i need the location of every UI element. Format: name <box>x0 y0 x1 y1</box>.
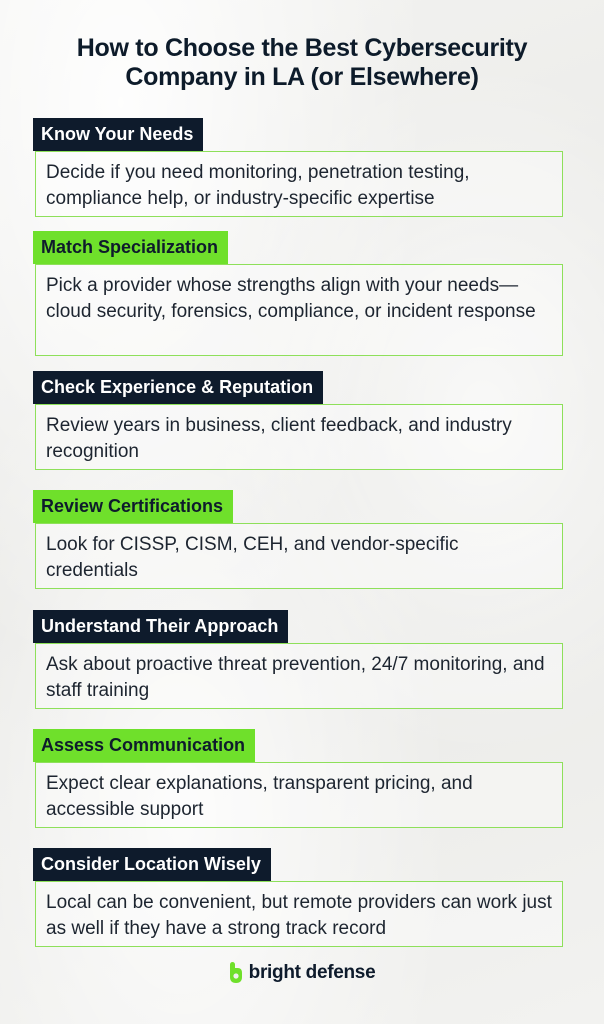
tip-description-box <box>35 643 563 709</box>
tip-description-box <box>35 404 563 470</box>
tip-heading: Match Specialization <box>33 231 228 264</box>
tip-heading: Assess Communication <box>33 729 255 762</box>
tip-description: Review years in business, client feedback, and industry recognition <box>46 415 512 462</box>
tip-description-box <box>35 264 563 356</box>
brand-logo <box>0 962 604 984</box>
bright-defense-logo-icon <box>229 962 243 984</box>
title-line-1: How to Choose the Best Cybersecurity <box>76 34 528 62</box>
tip-description: Decide if you need monitoring, penetration testing, compliance help, or industry-specific expertise <box>46 162 470 209</box>
tip-heading: Understand Their Approach <box>33 610 288 643</box>
tip-description-box <box>35 881 563 947</box>
title-line-2: Company in LA (or Elsewhere) <box>125 63 479 91</box>
tip-heading: Know Your Needs <box>33 118 203 151</box>
tip-heading: Check Experience & Reputation <box>33 371 323 404</box>
page-title <box>0 34 604 92</box>
tip-description-box <box>35 762 563 828</box>
brand-name: bright defense <box>248 962 376 983</box>
tip-heading: Consider Location Wisely <box>33 848 271 881</box>
tip-description: Ask about proactive threat prevention, 24/7 monitoring, and staff training <box>46 654 545 701</box>
tip-description-box <box>35 151 563 217</box>
tip-description: Expect clear explanations, transparent pricing, and accessible support <box>46 773 473 820</box>
tip-description: Look for CISSP, CISM, CEH, and vendor-specific credentials <box>46 534 459 581</box>
tip-heading: Review Certifications <box>33 490 233 523</box>
tip-description-box <box>35 523 563 589</box>
tip-description: Pick a provider whose strengths align with your needs—cloud security, forensics, compliance, or incident response <box>46 275 536 322</box>
tip-description: Local can be convenient, but remote providers can work just as well if they have a strong track record <box>46 892 552 939</box>
